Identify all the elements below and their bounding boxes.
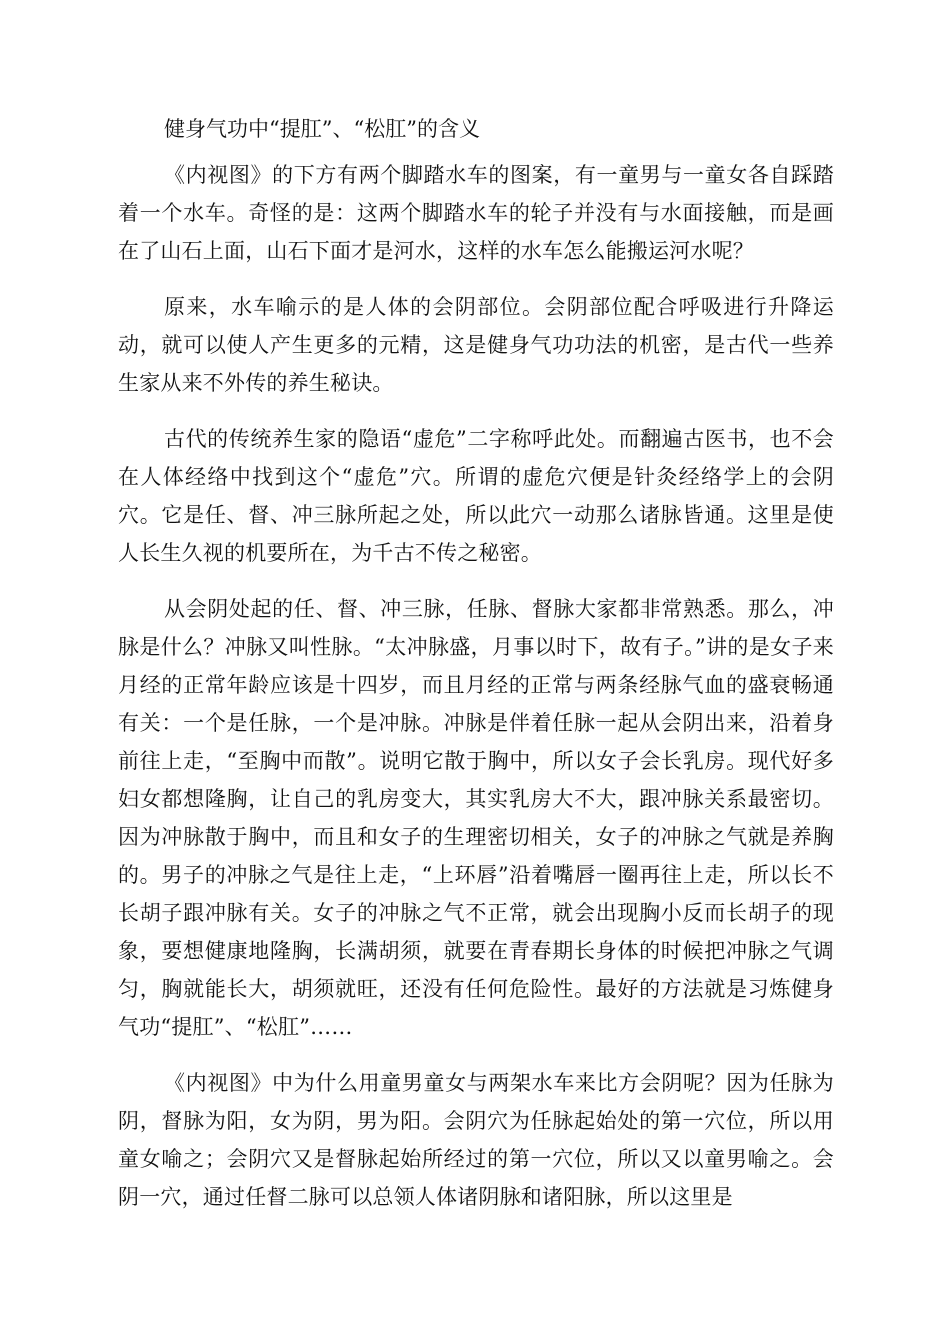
document-title: 健身气功中“提肛”、“松肛”的含义 (164, 117, 480, 141)
paragraph-boy-girl-symbolism: 《内视图》中为什么用童男童女与两架水车来比方会阴呢？因为任脉为阴，督脉为阳，女为阴，男为阳。会阴穴为任脉起始处的第一穴位，所以用童女喻之；会阴穴又是督脉起始所经过的第一穴位，所以又以童男喻之。会阴一穴，通过任督二脉可以总领人体诸阴脉和诸阳脉，所以这里是 (118, 1071, 834, 1209)
paragraph-water-wheel: 《内视图》的下方有两个脚踏水车的图案，有一童男与一童女各自踩踏着一个水车。奇怪的是：这两个脚踏水车的轮子并没有与水面接触，而是画在了山石上面，山石下面才是河水，这样的水车怎么能搬运河水呢？ (118, 163, 834, 263)
document-body (118, 110, 834, 1234)
paragraph-chong-meridian: 从会阴处起的任、督、冲三脉，任脉、督脉大家都非常熟悉。那么，冲脉是什么？冲脉又叫性脉。“太冲脉盛，月事以时下，故有子。”讲的是女子来月经的正常年龄应该是十四岁，而且月经的正常与两条经脉气血的盛衰畅通有关：一个是任脉，一个是冲脉。冲脉是伴着任脉一起从会阴出来，沿着身前往上走，“至胸中而散”。说明它散于胸中，所以女子会长乳房。现代好多妇女都想隆胸，让自己的乳房变大，其实乳房大不大，跟冲脉关系最密切。因为冲脉散于胸中，而且和女子的生理密切相关，女子的冲脉之气就是养胸的。男子的冲脉之气是往上走，“上环唇”沿着嘴唇一圈再往上走，所以长不长胡子跟冲脉有关。女子的冲脉之气不正常，就会出现胸小反而长胡子的现象，要想健康地隆胸，长满胡须，就要在青春期长身体的时候把冲脉之气调匀，胸就能长大，胡须就旺，还没有任何危险性。最好的方法就是习炼健身气功“提肛”、“松肛”…… (118, 597, 834, 1039)
paragraph-perineum-meaning: 原来，水车喻示的是人体的会阴部位。会阴部位配合呼吸进行升降运动，就可以使人产生更多的元精，这是健身气功功法的机密，是古代一些养生家从来不外传的养生秘诀。 (118, 295, 834, 395)
paragraph-xuwei-point: 古代的传统养生家的隐语“虚危”二字称呼此处。而翻遍古医书，也不会在人体经络中找到这个“虚危”穴。所谓的虚危穴便是针灸经络学上的会阴穴。它是任、督、冲三脉所起之处，所以此穴一动那么诸脉皆通。这里是使人长生久视的机要所在，为千古不传之秘密。 (118, 427, 834, 565)
